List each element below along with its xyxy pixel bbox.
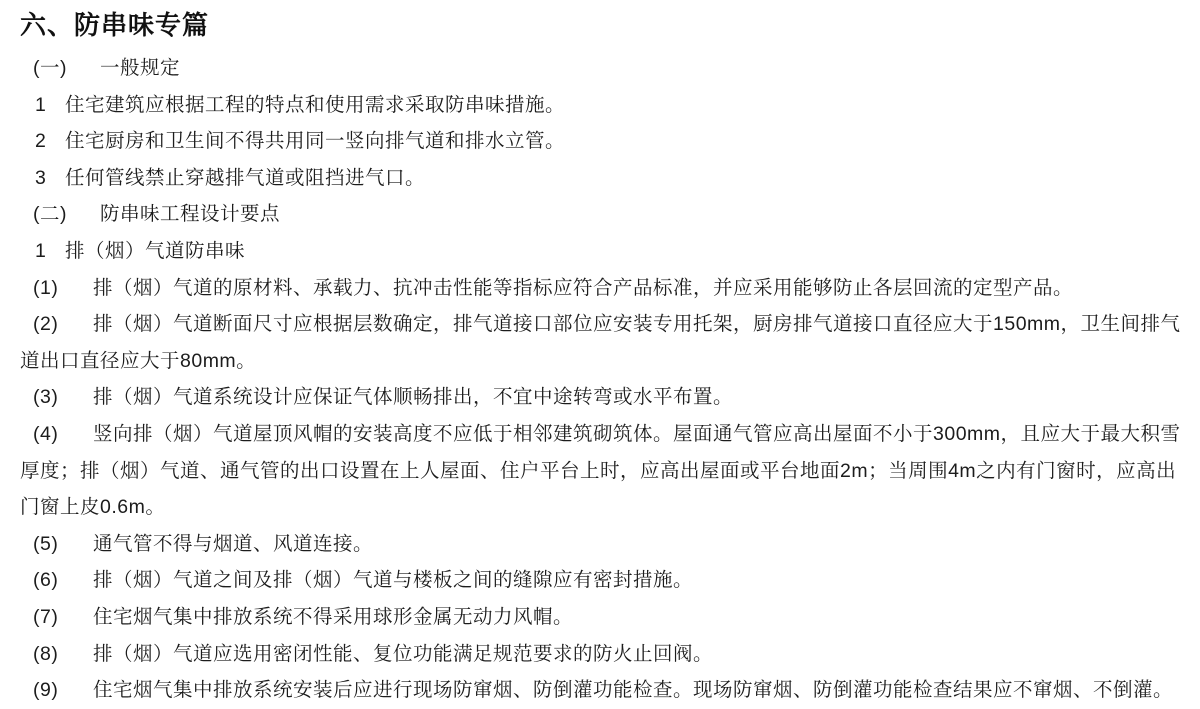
item-text: 任何管线禁止穿越排气道或阻挡进气口。 — [65, 166, 426, 189]
doc-line-point-8 — [20, 636, 1190, 673]
doc-line-subhead-1 — [20, 233, 1190, 270]
item-text: 排（烟）气道之间及排（烟）气道与楼板之间的缝隙应有密封措施。 — [93, 569, 694, 592]
doc-line-rule-2 — [20, 123, 1190, 160]
item-marker: (1) — [33, 276, 59, 299]
item-marker: (8) — [33, 642, 59, 665]
doc-line-point-4 — [20, 416, 1190, 526]
doc-line-point-5 — [20, 526, 1190, 563]
doc-line-rule-3 — [20, 160, 1190, 197]
item-marker: (6) — [33, 569, 59, 592]
item-text: 住宅建筑应根据工程的特点和使用需求采取防串味措施。 — [65, 93, 566, 116]
item-text: 一般规定 — [100, 57, 181, 79]
item-text: 住宅烟气集中排放系统安装后应进行现场防窜烟、防倒灌功能检查。现场防窜烟、防倒灌功能检查结果应不窜烟、不倒灌。 — [93, 679, 1174, 702]
item-text: 排（烟）气道断面尺寸应根据层数确定，排气道接口部位应安装专用托架，厨房排气道接口直径应大于150mm，卫生间排气道出口直径应大于80mm。 — [20, 313, 1181, 372]
item-marker: (2) — [33, 313, 59, 336]
item-text: 住宅厨房和卫生间不得共用同一竖向排气道和排水立管。 — [65, 130, 566, 153]
doc-line-rule-1 — [20, 87, 1190, 124]
doc-line-point-3 — [20, 379, 1190, 416]
item-marker: (4) — [33, 422, 59, 445]
item-text: 防串味工程设计要点 — [100, 203, 281, 226]
item-text: 排（烟）气道防串味 — [65, 239, 246, 262]
item-text: 排（烟）气道应选用密闭性能、复位功能满足规范要求的防火止回阀。 — [93, 642, 714, 665]
item-marker: 1 — [35, 239, 47, 262]
doc-line-point-1 — [20, 270, 1190, 307]
doc-line-point-6 — [20, 562, 1190, 599]
doc-line-section-2 — [20, 196, 1190, 233]
doc-line-point-9 — [20, 672, 1190, 709]
item-text: 竖向排（烟）气道屋顶风帽的安装高度不应低于相邻建筑砌筑体。屋面通气管应高出屋面不小于300mm，且应大于最大积雪厚度；排（烟）气道、通气管的出口设置在上人屋面、住户平台上时，应高出屋面或平台地面2m；当周围4m之内有门窗时，应高出门窗上皮0.6m。 — [20, 422, 1181, 519]
item-marker: (3) — [33, 386, 59, 409]
item-marker: (9) — [33, 679, 59, 702]
item-marker: 1 — [35, 93, 47, 116]
item-text: 排（烟）气道的原材料、承载力、抗冲击性能等指标应符合产品标准，并应采用能够防止各层回流的定型产品。 — [93, 276, 1074, 299]
item-marker: 3 — [35, 166, 47, 189]
item-text: 排（烟）气道系统设计应保证气体顺畅排出，不宜中途转弯或水平布置。 — [93, 386, 734, 409]
item-text: 通气管不得与烟道、风道连接。 — [93, 532, 374, 555]
item-marker: (一) — [33, 57, 67, 79]
doc-title: 六、防串味专篇 — [20, 10, 210, 40]
doc-line-section-1 — [20, 50, 1190, 87]
doc-line-point-2 — [20, 306, 1190, 379]
item-marker: 2 — [35, 130, 47, 153]
item-text: 住宅烟气集中排放系统不得采用球形金属无动力风帽。 — [93, 605, 574, 628]
item-marker: (5) — [33, 532, 59, 555]
item-marker: (二) — [33, 203, 67, 226]
item-marker: (7) — [33, 605, 59, 628]
doc-line-point-7 — [20, 599, 1190, 636]
